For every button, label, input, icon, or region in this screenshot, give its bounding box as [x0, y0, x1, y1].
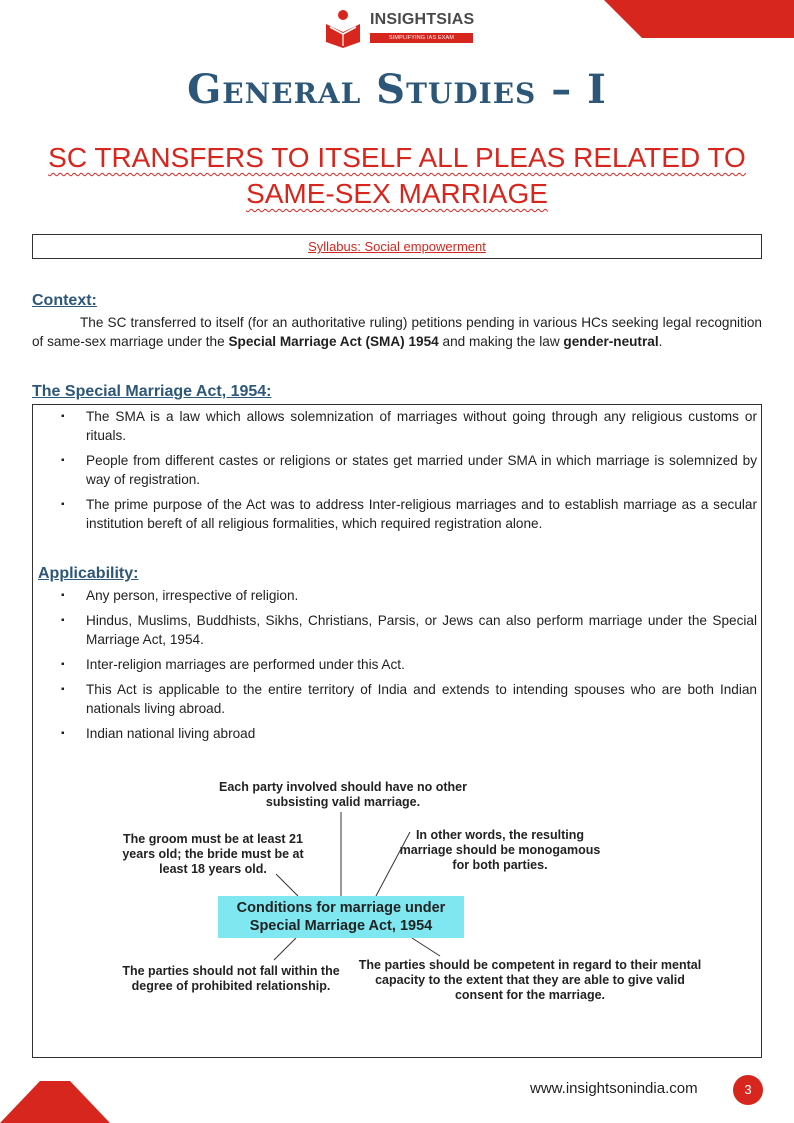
article-headline — [40, 140, 754, 212]
bullet-icon: ▪ — [61, 499, 65, 510]
syllabus-box — [32, 234, 762, 259]
bullet-icon: ▪ — [61, 659, 65, 670]
footer-url: www.insightsonindia.com — [530, 1080, 698, 1097]
condition-right: In other words, the resulting marriage should be monogamous for both parties. — [399, 828, 601, 872]
condition-top: Each party involved should have no other subsisting valid marriage. — [219, 780, 467, 809]
applicability-heading: Applicability: — [38, 565, 139, 582]
bullet-icon: ▪ — [61, 728, 65, 739]
bullet-icon: ▪ — [61, 455, 65, 466]
corner-decoration-top-right — [604, 0, 794, 38]
list-item: ▪ Inter-religion marriages are performed under this Act. — [61, 657, 405, 672]
context-text: . — [658, 334, 663, 349]
list-item: ▪ The SMA is a law which allows solemnization of marriages without going through any religious customs or rituals. — [61, 409, 757, 443]
conditions-diagram — [100, 770, 720, 1010]
condition-left: The groom must be at least 21 years old; the bride must be at least 18 years old. — [122, 832, 304, 876]
context-bold-gender: gender-neutral — [563, 334, 659, 349]
list-item: ▪ Indian national living abroad — [61, 726, 256, 741]
diagram-center-box: Conditions for marriage under Special Marriage Act, 1954 — [218, 896, 464, 938]
context-heading: Context: — [32, 292, 97, 309]
page-number: 3 — [733, 1075, 763, 1105]
sma-heading: The Special Marriage Act, 1954: — [32, 383, 272, 400]
context-text: and making the law — [438, 334, 564, 349]
headline-line-1: SC TRANSFERS TO ITSELF ALL PLEAS RELATED TO — [48, 142, 746, 173]
condition-bottom-left: The parties should not fall within the degree of prohibited relationship. — [122, 964, 340, 993]
list-item: ▪ People from different castes or religions or states get married under SMA in which marriage is solemnized by way of registration. — [61, 453, 757, 487]
logo-tagline: SIMPLIFYING IAS EXAM PREPARATION — [370, 33, 473, 43]
corner-decoration-bottom-left — [0, 1081, 110, 1123]
context-bold-act: Special Marriage Act (SMA) 1954 — [228, 334, 439, 349]
context-paragraph — [32, 313, 762, 351]
sma-points-list — [52, 407, 757, 539]
applicability-points-list — [52, 586, 757, 749]
book-person-icon — [322, 8, 364, 48]
bullet-icon: ▪ — [61, 615, 65, 626]
section-title: General Studies – I — [187, 66, 607, 113]
list-item: ▪ This Act is applicable to the entire territory of India and extends to intending spouses who are both Indian nationals living abroad. — [61, 682, 757, 716]
bullet-icon: ▪ — [61, 590, 65, 601]
headline-line-2: SAME-SEX MARRIAGE — [246, 178, 548, 209]
list-item: ▪ The prime purpose of the Act was to address Inter-religious marriages and to establish marriage as a secular institution bereft of all religious formalities, which required registration alone. — [61, 497, 757, 531]
bullet-icon: ▪ — [61, 411, 65, 422]
syllabus-text: Syllabus: Social empowerment — [308, 239, 486, 254]
insightsias-logo — [320, 8, 480, 51]
logo-name: INSIGHTSIAS — [370, 11, 475, 28]
condition-bottom-right: The parties should be competent in regard to their mental capacity to the extent that they are able to give valid consent for the marriage. — [358, 958, 702, 1002]
context-text: The SC transferred to itself (for an authoritative ruling) petitions pending in various HCs seeking legal recognition of same-sex marriage under the — [32, 315, 762, 349]
list-item: ▪ Hindus, Muslims, Buddhists, Sikhs, Christians, Parsis, or Jews can also perform marriage under the Special Marriage Act, 1954. — [61, 613, 757, 647]
list-item: ▪ Any person, irrespective of religion. — [61, 588, 299, 603]
bullet-icon: ▪ — [61, 684, 65, 695]
